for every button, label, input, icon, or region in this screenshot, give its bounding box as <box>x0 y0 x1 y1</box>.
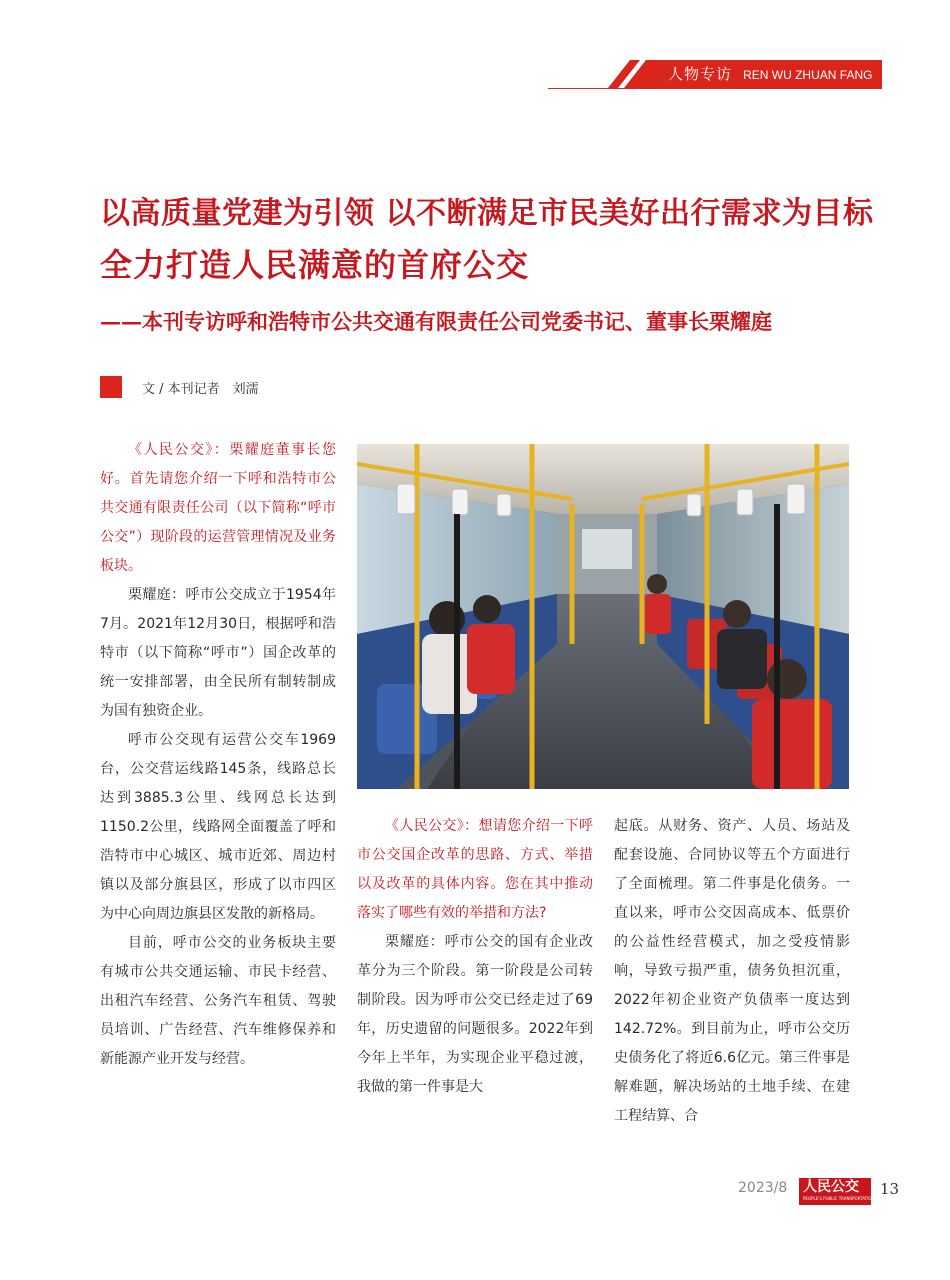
section-title-en: REN WU ZHUAN FANG <box>743 68 873 82</box>
paragraph: 栗耀庭：呼市公交成立于1954年7月。2021年12月30日，根据呼和浩特市（以下简称“呼市”）国企改革的统一安排部署，由全民所有制转制成为国有独资企业。 <box>100 587 336 719</box>
issue-date: 2023/8 <box>738 1180 788 1196</box>
logo-text-cn: 人民公交 <box>803 1179 859 1195</box>
paragraph: 起底。从财务、资产、人员、场站及配套设施、合同协议等五个方面进行了全面梳理。第二件事是化债务。一直以来，呼市公交因高成本、低票价的公益性经营模式，加之受疫情影响，导致亏损严重，债务负担沉重，2022年初企业资产负债率一度达到142.72%。到目前为止，呼市公交历史债务化了将近6.6亿元。第三件事是解难题，解决场站的土地手续、在建工程结算、合 <box>614 818 850 1124</box>
article-title-line1: 以高质量党建为引领 以不断满足市民美好出行需求为目标 <box>100 196 874 231</box>
text-column-2 <box>357 812 593 1102</box>
paragraph: 栗耀庭：呼市公交的国有企业改革分为三个阶段。第一阶段是公司转制阶段。因为呼市公交已经走过了69年，历史遗留的问题很多。2022年到今年上半年，为实现企业平稳过渡，我做的第一件事是大 <box>357 934 593 1095</box>
article-subtitle: ——本刊专访呼和浩特市公共交通有限责任公司党委书记、董事长栗耀庭 <box>100 309 772 334</box>
bus-interior-photo <box>357 444 849 789</box>
paragraph-question: 《人民公交》：想请您介绍一下呼市公交国企改革的思路、方式、举措以及改革的具体内容。您在其中推动落实了哪些有效的举措和方法? <box>357 818 593 921</box>
paragraph-question: 《人民公交》：栗耀庭董事长您好。首先请您介绍一下呼和浩特市公共交通有限责任公司（以下简称“呼市公交”）现阶段的运营管理情况及业务板块。 <box>100 442 336 574</box>
text-column-3 <box>614 812 850 1131</box>
byline-marker <box>100 376 122 398</box>
byline: 文 / 本刊记者 刘濡 <box>142 382 259 397</box>
paragraph: 呼市公交现有运营公交车1969台，公交营运线路145条，线路总长达到3885.3公里、线网总长达到1150.2公里，线路网全面覆盖了呼和浩特市中心城区、城市近郊、周边村镇以及部分旗县区，形成了以市四区为中心向周边旗县区发散的新格局。 <box>100 732 336 922</box>
logo-text-en: PEOPLE'S PUBLIC TRANSPORTATION <box>803 1196 875 1201</box>
article-title-line2: 全力打造人民满意的首府公交 <box>100 246 530 284</box>
section-banner <box>608 60 882 89</box>
paragraph: 目前，呼市公交的业务板块主要有城市公共交通运输、市民卡经营、出租汽车经营、公务汽车租赁、驾驶员培训、广告经营、汽车维修保养和新能源产业开发与经营。 <box>100 935 336 1067</box>
magazine-logo <box>799 1178 875 1205</box>
text-column-1 <box>100 436 336 1074</box>
section-title-cn: 人物专访 <box>668 65 733 83</box>
page-number: 13 <box>880 1180 900 1198</box>
